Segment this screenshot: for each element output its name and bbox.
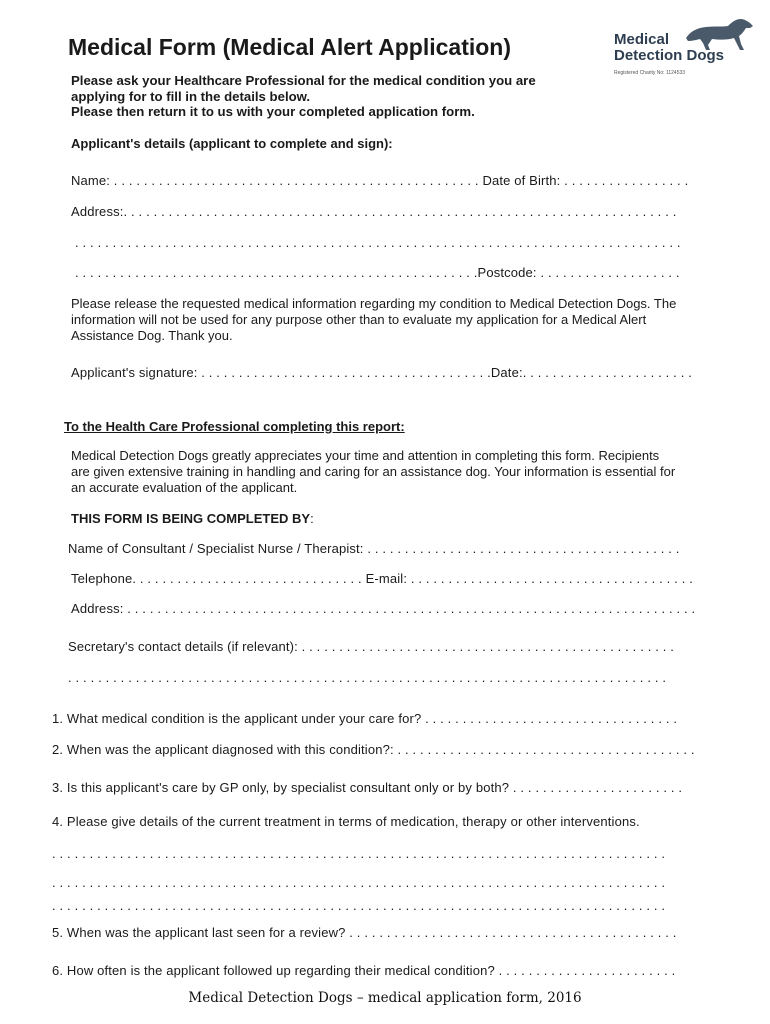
question-number: 5. (52, 925, 64, 940)
hcp-address-field[interactable]: Address: . . . . . . . . . . . . . . . . . . . . . . . . . . . . . . . . . . . . . . . . . . . . . . . . . . . . . . . . . . . . . . . . . . . . . . . . . . . . (71, 601, 696, 616)
logo-line-2: Detection Dogs (614, 47, 725, 64)
page-footer: Medical Detection Dogs – medical application form, 2016 (188, 990, 582, 1006)
logo (614, 18, 754, 80)
intro-line: Please ask your Healthcare Professional for the medical condition you are (71, 73, 536, 88)
question-6[interactable] (52, 963, 675, 978)
completed-by-label: THIS FORM IS BEING COMPLETED BY (71, 511, 311, 526)
consultant-name-field[interactable]: Name of Consultant / Specialist Nurse / Therapist: . . . . . . . . . . . . . . . . . . . . . . . . . . . . . . . . . . . . . . . . . . (68, 541, 680, 556)
address-field-2[interactable]: . . . . . . . . . . . . . . . . . . . . . . . . . . . . . . . . . . . . . . . . . . . . . . . . . . . . . . . . . . . . . . . . . . . . . . . . . . . . . . . . . (75, 235, 681, 250)
question-1[interactable] (52, 711, 677, 726)
question-number: 3. (52, 780, 64, 795)
hcp-intro-line: an accurate evaluation of the applicant. (71, 480, 298, 495)
secretary-contact-field[interactable]: Secretary's contact details (if relevant): . . . . . . . . . . . . . . . . . . . . . . . . . . . . . . . . . . . . . . . . . . . . . . . . . . (68, 639, 675, 654)
q4-answer-line-2[interactable]: . . . . . . . . . . . . . . . . . . . . . . . . . . . . . . . . . . . . . . . . . . . . . . . . . . . . . . . . . . . . . . . . . . . . . . . . . . . . . . . . . . (52, 875, 666, 890)
question-text: Please give details of the current treatment in terms of medication, therapy or other interventions. (66, 814, 640, 829)
question-number: 6. (52, 963, 64, 978)
logo-text (614, 32, 724, 64)
applicant-heading: Applicant's details (applicant to complete and sign): (71, 136, 393, 151)
page-title: Medical Form (Medical Alert Application) (68, 34, 512, 60)
telephone-email-field[interactable]: Telephone. . . . . . . . . . . . . . . . . . . . . . . . . . . . . . . E-mail: . . . . . . . . . . . . . . . . . . . . . . . . . . . . . . . . . . . . . . (71, 571, 693, 586)
hcp-intro-line: are given extensive training in handling and caring for an assistance dog. Your information is essential for (71, 464, 676, 479)
question-3[interactable] (52, 780, 682, 795)
address-field-1[interactable]: Address:. . . . . . . . . . . . . . . . . . . . . . . . . . . . . . . . . . . . . . . . . . . . . . . . . . . . . . . . . . . . . . . . . . . . . . . . . . (71, 204, 677, 219)
intro-line: applying for to fill in the details below. (71, 88, 311, 104)
q4-answer-line-1[interactable]: . . . . . . . . . . . . . . . . . . . . . . . . . . . . . . . . . . . . . . . . . . . . . . . . . . . . . . . . . . . . . . . . . . . . . . . . . . . . . . . . . . (52, 846, 666, 861)
logo-line-1: Medical (614, 31, 670, 48)
release-line: information will not be used for any purpose other than to evaluate my application for a Medical Alert (71, 312, 647, 327)
address-postcode-field[interactable]: . . . . . . . . . . . . . . . . . . . . . . . . . . . . . . . . . . . . . . . . . . . . . . . . . . . . . .Postcode: . . . . . . . . . . . . . . . . . . . (75, 265, 680, 280)
question-2[interactable] (52, 742, 695, 757)
question-number: 2. (52, 742, 64, 757)
q4-answer-line-3[interactable]: . . . . . . . . . . . . . . . . . . . . . . . . . . . . . . . . . . . . . . . . . . . . . . . . . . . . . . . . . . . . . . . . . . . . . . . . . . . . . . . . . . (52, 898, 666, 913)
question-5[interactable] (52, 925, 677, 940)
question-number: 4. (52, 814, 64, 829)
hcp-intro-text (71, 448, 675, 496)
completed-by-colon: : (310, 511, 314, 526)
question-text: What medical condition is the applicant under your care for? . . . . . . . . . . . . . . . . . . . . . . . . . . . . . . . . . . (66, 711, 678, 726)
question-text: Is this applicant's care by GP only, by specialist consultant only or by both? . . . . . . . . . . . . . . . . . . . . . . . (66, 780, 683, 795)
secretary-contact-field-2[interactable]: . . . . . . . . . . . . . . . . . . . . . . . . . . . . . . . . . . . . . . . . . . . . . . . . . . . . . . . . . . . . . . . . . . . . . . . . . . . . . . . . (68, 670, 667, 685)
hcp-heading: To the Health Care Professional completing this report: (64, 419, 405, 434)
question-number: 1. (52, 711, 64, 726)
question-text: How often is the applicant followed up regarding their medical condition? . . . . . . . . . . . . . . . . . . . . . . . . (66, 963, 676, 978)
question-4 (52, 814, 640, 829)
intro-line: Please then return it to us with your completed application form. (71, 104, 475, 119)
signature-date-field[interactable]: Applicant's signature: . . . . . . . . . . . . . . . . . . . . . . . . . . . . . . . . . . . . . . .Date:. . . . . . . . . . . . . . . . . . . . . . . (71, 365, 692, 380)
release-line: Assistance Dog. Thank you. (71, 328, 233, 343)
name-dob-field[interactable]: Name: . . . . . . . . . . . . . . . . . . . . . . . . . . . . . . . . . . . . . . . . . . . . . . . . . Date of Birth: . . . . . . . . . . . . . . . . . (71, 173, 689, 188)
hcp-intro-line: Medical Detection Dogs greatly appreciates your time and attention in completing this form. Recipients (71, 448, 660, 463)
release-consent-text (71, 296, 676, 344)
intro-instructions (71, 73, 591, 120)
completed-by-heading (71, 511, 314, 526)
logo-charity-number: Registered Charity No: 1124533 (614, 70, 686, 76)
question-text: When was the applicant last seen for a review? . . . . . . . . . . . . . . . . . . . . . . . . . . . . . . . . . . . . . . . . . . . . (66, 925, 677, 940)
release-line: Please release the requested medical information regarding my condition to Medical Detection Dogs. The (71, 296, 677, 311)
question-text: When was the applicant diagnosed with this condition?: . . . . . . . . . . . . . . . . . . . . . . . . . . . . . . . . . . . . . . . . (66, 742, 695, 757)
